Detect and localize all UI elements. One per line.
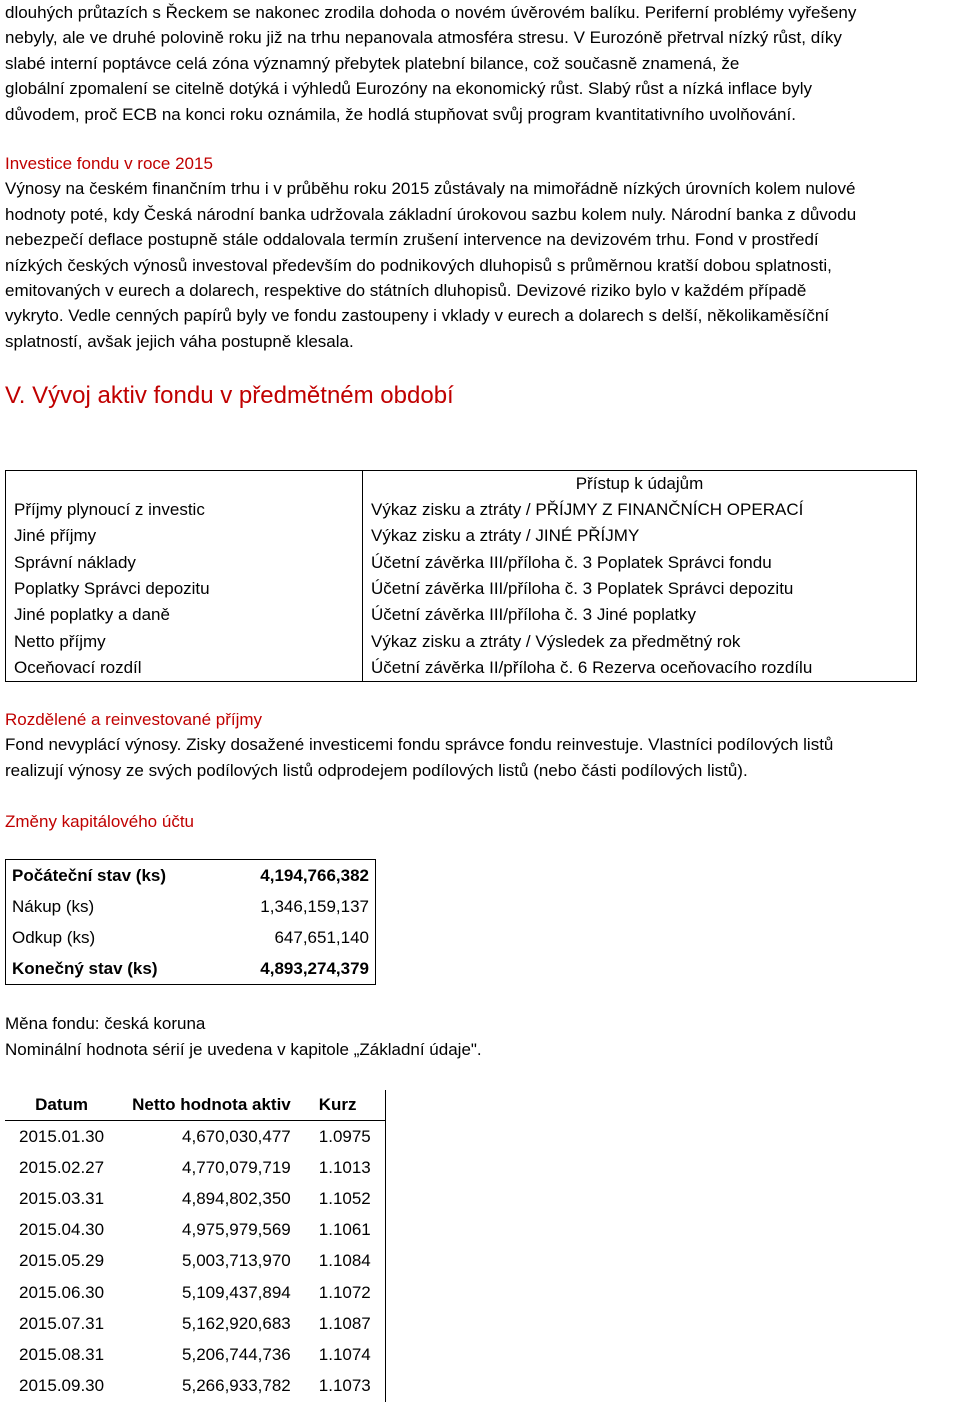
text-line: splatností, avšak jejich váha postupně klesala.: [5, 331, 354, 351]
table-row: [5, 1277, 385, 1308]
label-cell: Nákup (ks): [12, 896, 95, 916]
nav-cell: 4,770,079,719: [182, 1157, 291, 1177]
table-row: [5, 1183, 385, 1214]
text-line: vykryto. Vedle cenných papírů byly ve fondu zastoupeny i vklady v eurech a dolarech s delší, několikaměsíční: [5, 306, 830, 326]
column-header: Netto hodnota aktiv: [118, 1090, 305, 1121]
text-line: globální zpomalení se citelně dotýká i výhledů Eurozóny na ekonomický růst. Slabý růst a nízká inflace byly: [5, 79, 812, 99]
table-header-empty: [6, 471, 363, 498]
nav-cell: 4,670,030,477: [182, 1126, 291, 1146]
column-header: Datum: [5, 1090, 118, 1121]
text-line: emitovaných v eurech a dolarech, respektive do státních dluhopisů. Devizové riziko bylo v každém případě: [5, 281, 807, 301]
rate-cell: 1.1084: [318, 1251, 371, 1271]
currency-line: Měna fondu: česká koruna: [5, 1014, 206, 1033]
label-cell: Počáteční stav (ks): [12, 865, 167, 885]
text-line: Výnosy na českém finančním trhu i v průběhu roku 2015 zůstávaly na mimořádně nízkých úrovních kolem nulové: [5, 179, 856, 199]
value-cell: 4,893,274,379: [260, 958, 369, 978]
item-cell: Příjmy plynoucí z investic: [6, 497, 363, 523]
rate-cell: 1.1072: [318, 1282, 371, 1302]
nav-cell: 4,894,802,350: [182, 1188, 291, 1208]
text-line: dlouhých průtazích s Řeckem se nakonec zrodila dohoda o novém úvěrovém balíku. Periferní problémy vyřešeny: [5, 3, 857, 22]
rate-cell: 1.1061: [318, 1220, 371, 1240]
item-cell: Správní náklady: [6, 550, 363, 576]
column-header: Kurz: [305, 1090, 386, 1121]
investice-heading: Investice fondu v roce 2015: [5, 154, 213, 173]
table-row: [6, 953, 376, 985]
date-cell: 2015.07.31: [19, 1313, 105, 1333]
rate-cell: 1.1074: [318, 1344, 371, 1364]
source-cell: Výkaz zisku a ztráty / JINÉ PŘÍJMY: [371, 526, 640, 546]
text-line: nebezpečí deflace postupně stále oddalovala termín zrušení intervence na devizovém trhu. Fond v prostředí: [5, 230, 819, 250]
table-row: [6, 860, 376, 892]
text-line: nízkých českých výnosů investoval především do podnikových dluhopisů s průměrnou kratší dobou splatnosti,: [5, 255, 832, 275]
nav-cell: 4,975,979,569: [182, 1220, 291, 1240]
table-row: [5, 1121, 385, 1153]
source-cell: Účetní závěrka III/příloha č. 3 Poplatek Správci fondu: [371, 552, 772, 572]
rate-cell: 1.1013: [318, 1157, 371, 1177]
date-cell: 2015.04.30: [19, 1220, 105, 1240]
table-row: [6, 655, 917, 682]
date-cell: 2015.06.30: [19, 1282, 105, 1302]
table-header-row: [6, 471, 917, 498]
table-row: [5, 1308, 385, 1339]
table-header-cell: Přístup k údajům: [575, 474, 704, 493]
date-cell: 2015.02.27: [19, 1157, 105, 1177]
label-cell: Konečný stav (ks): [12, 958, 158, 978]
text-line: realizují výnosy ze svých podílových listů odprodejem podílových listů (nebo části podílových listů).: [5, 760, 748, 780]
date-cell: 2015.03.31: [19, 1188, 105, 1208]
table-row: [6, 922, 376, 953]
nominal-value-line: Nominální hodnota sérií je uvedena v kapitole „Základní údaje".: [5, 1040, 482, 1059]
date-cell: 2015.05.29: [19, 1251, 105, 1271]
value-cell: 1,346,159,137: [260, 896, 369, 916]
table-row: [6, 523, 917, 549]
item-cell: Jiné příjmy: [6, 523, 363, 549]
rozdelene-heading: Rozdělené a reinvestované příjmy: [5, 710, 263, 729]
rozdelene-section: [5, 707, 957, 783]
nav-cell: 5,003,713,970: [182, 1251, 291, 1271]
text-line: Fond nevyplácí výnosy. Zisky dosažené investicemi fondu správce fondu reinvestuje. Vlastníci podílových listů: [5, 735, 834, 755]
table-row: [5, 1152, 385, 1183]
source-cell: Výkaz zisku a ztráty / Výsledek za předmětný rok: [371, 631, 741, 651]
source-cell: Účetní závěrka III/příloha č. 3 Jiné poplatky: [371, 605, 697, 625]
table-header-row: [5, 1090, 385, 1121]
item-cell: Oceňovací rozdíl: [6, 655, 363, 682]
rate-cell: 1.1073: [318, 1376, 371, 1396]
item-cell: Jiné poplatky a daně: [6, 602, 363, 628]
rate-cell: 1.1087: [318, 1313, 371, 1333]
table-row: [5, 1246, 385, 1277]
source-cell: Účetní závěrka II/příloha č. 6 Rezerva oceňovacího rozdílu: [371, 657, 813, 677]
nav-cell: 5,266,933,782: [182, 1376, 291, 1396]
intro-paragraph: [5, 0, 957, 127]
rate-cell: 1.0975: [318, 1126, 371, 1146]
source-cell: Účetní závěrka III/příloha č. 3 Poplatek Správci depozitu: [371, 579, 794, 599]
investice-section: [5, 151, 957, 354]
nav-cell: 5,162,920,683: [182, 1313, 291, 1333]
value-cell: 647,651,140: [274, 927, 369, 947]
text-line: hodnoty poté, kdy Česká národní banka udržovala základní úrokovou sazbu kolem nuly. Národní banka z důvodu: [5, 204, 857, 224]
table-row: [6, 891, 376, 922]
chapter-title: V. Vývoj aktiv fondu v předmětném období: [5, 382, 454, 409]
table-row: [6, 628, 917, 654]
table-row: [6, 602, 917, 628]
table-row: [6, 576, 917, 602]
text-line: slabé interní poptávce celá zóna významný přebytek platební bilance, což současně znamená, že: [5, 53, 740, 73]
nav-cell: 5,206,744,736: [182, 1344, 291, 1364]
text-line: důvodem, proč ECB na konci roku oznámila, že hodlá stupňovat svůj program kvantitativního uvolňování.: [5, 104, 796, 124]
text-line: nebyly, ale ve druhé polovině roku již na trhu nepanovala atmosféra stresu. V Eurozóně přetrval nízký růst, díky: [5, 28, 842, 48]
date-cell: 2015.08.31: [19, 1344, 105, 1364]
table-row: [6, 550, 917, 576]
date-cell: 2015.09.30: [19, 1376, 105, 1396]
nav-cell: 5,109,437,894: [182, 1282, 291, 1302]
value-cell: 4,194,766,382: [260, 865, 369, 885]
table-row: [5, 1339, 385, 1370]
zmeny-heading: Změny kapitálového účtu: [5, 812, 194, 831]
table-row: [5, 1371, 385, 1402]
data-access-table: [5, 470, 917, 682]
date-cell: 2015.01.30: [19, 1126, 105, 1146]
item-cell: Netto příjmy: [6, 628, 363, 654]
table-row: [6, 497, 917, 523]
table-row: [5, 1215, 385, 1246]
rate-cell: 1.1052: [318, 1188, 371, 1208]
source-cell: Výkaz zisku a ztráty / PŘÍJMY Z FINANČNÍCH OPERACÍ: [371, 500, 804, 520]
label-cell: Odkup (ks): [12, 927, 96, 947]
capital-changes-table: [5, 859, 376, 985]
item-cell: Poplatky Správci depozitu: [6, 576, 363, 602]
nav-table: [5, 1090, 386, 1402]
